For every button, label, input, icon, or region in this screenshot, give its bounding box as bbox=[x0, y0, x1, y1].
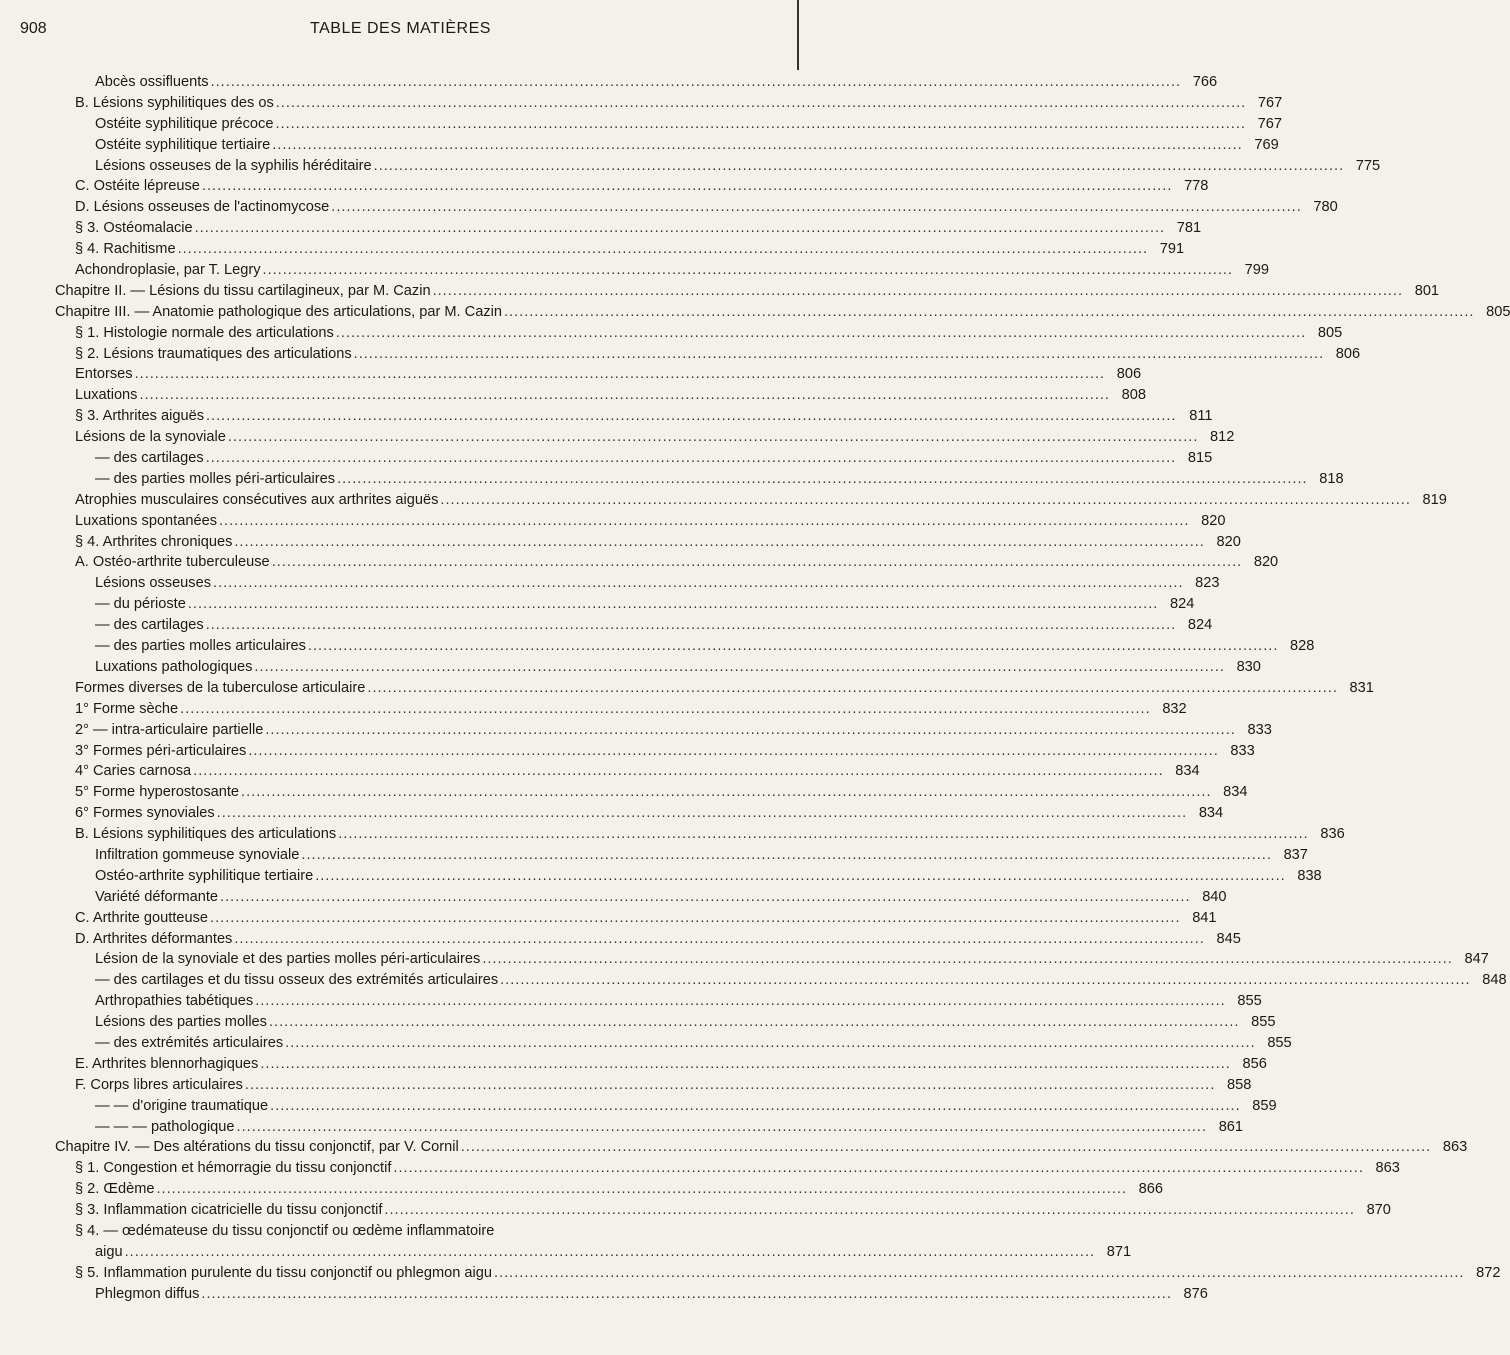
dot-leader bbox=[188, 596, 1159, 612]
toc-entry bbox=[55, 220, 1202, 241]
dot-leader bbox=[393, 1160, 1364, 1176]
toc-entry-title: — des cartilages et du tissu osseux des extrémités articulaires bbox=[95, 972, 499, 989]
dot-leader bbox=[139, 387, 1110, 403]
toc-entry bbox=[55, 1014, 1276, 1035]
toc-entry bbox=[55, 408, 1213, 429]
toc-entry bbox=[55, 470, 1344, 492]
toc-entry-page: 805 bbox=[1486, 303, 1510, 320]
toc-entry bbox=[55, 826, 1345, 847]
toc-entry-title: Chapitre II. — Lésions du tissu cartilagineux, par M. Cazin bbox=[55, 282, 431, 299]
dot-leader bbox=[248, 743, 1219, 759]
dot-leader bbox=[260, 1056, 1231, 1072]
toc-entry bbox=[55, 241, 1185, 262]
toc-entry-title: Luxations bbox=[75, 387, 138, 404]
toc-entry-page: 833 bbox=[1230, 742, 1255, 759]
toc-entry bbox=[55, 742, 1255, 764]
toc-entry-title: — — — pathologique bbox=[95, 1118, 235, 1135]
toc-entry bbox=[55, 1160, 1400, 1181]
toc-entry bbox=[55, 199, 1338, 220]
dot-leader bbox=[354, 346, 1325, 362]
toc-entry bbox=[55, 554, 1279, 575]
toc-entry bbox=[55, 784, 1248, 805]
table-of-contents bbox=[55, 74, 1510, 1307]
toc-entry bbox=[55, 136, 1279, 158]
toc-entry bbox=[55, 1264, 1501, 1286]
toc-entry-title: § 1. Congestion et hémorragie du tissu conjonctif bbox=[75, 1160, 392, 1177]
toc-entry-page: 872 bbox=[1476, 1264, 1501, 1281]
dot-leader bbox=[206, 408, 1177, 424]
toc-entry bbox=[55, 178, 1209, 199]
toc-entry-page: 866 bbox=[1138, 1181, 1163, 1198]
dot-leader bbox=[217, 805, 1188, 821]
toc-entry-title: § 4. Arthrites chroniques bbox=[75, 533, 233, 550]
toc-entry-page: 870 bbox=[1366, 1202, 1391, 1219]
toc-entry-page: 847 bbox=[1464, 951, 1489, 968]
toc-entry-page: 840 bbox=[1202, 888, 1227, 905]
toc-entry-page: 837 bbox=[1283, 846, 1308, 863]
dot-leader bbox=[125, 1244, 1096, 1260]
dot-leader bbox=[270, 1098, 1241, 1114]
dot-leader bbox=[500, 972, 1471, 988]
dot-leader bbox=[384, 1202, 1355, 1218]
toc-entry-page: 861 bbox=[1218, 1118, 1244, 1135]
toc-entry bbox=[55, 366, 1142, 387]
toc-entry-page: 778 bbox=[1184, 178, 1209, 195]
toc-entry bbox=[55, 909, 1217, 931]
toc-entry bbox=[55, 115, 1282, 137]
toc-entry-title: Lésions de la synoviale bbox=[75, 429, 226, 446]
dot-leader bbox=[201, 1286, 1172, 1302]
dot-leader bbox=[275, 116, 1246, 132]
toc-entry-title: 3° Formes péri-articulaires bbox=[75, 742, 247, 759]
toc-entry-title: Luxations spontanées bbox=[75, 512, 217, 529]
toc-entry-title: A. Ostéo-arthrite tuberculeuse bbox=[75, 554, 270, 571]
toc-entry bbox=[55, 1181, 1163, 1202]
toc-entry-page: 818 bbox=[1319, 470, 1344, 487]
dot-leader bbox=[178, 241, 1149, 257]
toc-entry-page: 799 bbox=[1244, 262, 1270, 279]
dot-leader bbox=[157, 1181, 1128, 1197]
dot-leader bbox=[220, 889, 1191, 905]
toc-entry-page: 830 bbox=[1236, 658, 1261, 675]
toc-entry-page: 767 bbox=[1257, 115, 1282, 132]
toc-entry-page: 838 bbox=[1297, 867, 1322, 884]
toc-entry-title: Phlegmon diffus bbox=[95, 1285, 200, 1302]
toc-entry-title: § 1. Histologie normale des articulations bbox=[75, 324, 334, 341]
dot-leader bbox=[254, 659, 1225, 675]
toc-entry-title: — du périoste bbox=[95, 596, 186, 613]
toc-entry-title: C. Ostéite lépreuse bbox=[75, 178, 200, 195]
toc-entry bbox=[55, 951, 1489, 972]
dot-leader bbox=[433, 283, 1404, 299]
toc-entry bbox=[55, 262, 1270, 283]
toc-entry bbox=[55, 596, 1195, 617]
toc-entry-page: 859 bbox=[1252, 1097, 1277, 1114]
toc-entry-page: 845 bbox=[1216, 930, 1241, 947]
toc-entry bbox=[55, 387, 1146, 408]
toc-entry-title: § 2. Œdème bbox=[75, 1181, 155, 1198]
toc-entry bbox=[55, 721, 1272, 743]
toc-entry bbox=[55, 638, 1315, 659]
toc-entry-page: 805 bbox=[1317, 324, 1343, 341]
toc-entry-title: D. Lésions osseuses de l'actinomycose bbox=[75, 199, 330, 216]
toc-entry-title: E. Arthrites blennorhagiques bbox=[75, 1055, 259, 1072]
toc-entry-title: Luxations pathologiques bbox=[95, 658, 253, 675]
toc-entry-title: Lésion de la synoviale et des parties molles péri-articulaires bbox=[95, 951, 481, 968]
dot-leader bbox=[213, 575, 1184, 591]
toc-entry-title: Lésions osseuses bbox=[95, 575, 212, 592]
toc-entry-page: 836 bbox=[1320, 826, 1345, 843]
toc-entry-page: 856 bbox=[1242, 1055, 1267, 1072]
toc-entry-page: 834 bbox=[1223, 784, 1248, 801]
toc-entry-title: 6° Formes synoviales bbox=[75, 805, 215, 822]
toc-entry bbox=[55, 972, 1507, 993]
dot-leader bbox=[228, 429, 1199, 445]
toc-entry bbox=[55, 282, 1440, 304]
toc-entry bbox=[55, 763, 1200, 784]
dot-leader bbox=[461, 1139, 1432, 1155]
toc-entry-title: 1° Forme sèche bbox=[75, 700, 179, 717]
toc-entry bbox=[55, 1055, 1267, 1077]
toc-entry-title: Chapitre III. — Anatomie pathologique des articulations, par M. Cazin bbox=[55, 303, 502, 320]
toc-entry-title: — des extrémités articulaires bbox=[95, 1034, 284, 1051]
toc-entry bbox=[55, 1202, 1391, 1223]
toc-entry-title: § 2. Lésions traumatiques des articulations bbox=[75, 345, 352, 362]
dot-leader bbox=[374, 158, 1345, 174]
toc-entry-page: 812 bbox=[1210, 429, 1235, 446]
toc-entry-page: 780 bbox=[1313, 199, 1338, 216]
dot-leader bbox=[237, 1119, 1208, 1135]
dot-leader bbox=[135, 366, 1106, 382]
toc-entry-page: 841 bbox=[1192, 909, 1217, 926]
dot-leader bbox=[265, 722, 1236, 738]
toc-entry-page: 824 bbox=[1187, 617, 1213, 634]
toc-entry bbox=[55, 930, 1241, 952]
toc-entry-title: § 4. — œdémateuse du tissu conjonctif ou œdème inflammatoire bbox=[75, 1222, 495, 1239]
toc-entry-title: Lésions des parties molles bbox=[95, 1014, 267, 1031]
toc-entry-title: D. Arthrites déformantes bbox=[75, 930, 233, 947]
toc-entry-page: 806 bbox=[1116, 366, 1142, 383]
toc-entry-title: § 3. Arthrites aiguës bbox=[75, 408, 204, 425]
toc-entry-page: 811 bbox=[1189, 408, 1213, 425]
toc-entry-title: 2° — intra-articulaire partielle bbox=[75, 721, 264, 738]
toc-entry bbox=[55, 575, 1220, 596]
toc-entry-title: Atrophies musculaires consécutives aux arthrites aiguës bbox=[75, 491, 439, 508]
toc-entry bbox=[55, 658, 1261, 680]
toc-entry-title: § 5. Inflammation purulente du tissu conjonctif ou phlegmon aigu bbox=[75, 1264, 492, 1281]
toc-entry-title: § 4. Rachitisme bbox=[75, 241, 176, 258]
dot-leader bbox=[331, 199, 1302, 215]
toc-entry-page: 871 bbox=[1106, 1243, 1132, 1260]
dot-leader bbox=[211, 74, 1182, 90]
toc-entry bbox=[55, 533, 1241, 555]
toc-entry-title: Entorses bbox=[75, 366, 133, 383]
toc-entry-page: 820 bbox=[1201, 512, 1226, 529]
toc-entry-page: 820 bbox=[1253, 554, 1279, 571]
toc-entry-page: 766 bbox=[1192, 74, 1218, 90]
dot-leader bbox=[234, 534, 1205, 550]
toc-entry bbox=[55, 512, 1226, 534]
toc-entry bbox=[55, 157, 1381, 179]
dot-leader bbox=[206, 450, 1177, 466]
toc-entry-title: Variété déformante bbox=[95, 888, 219, 905]
toc-entry bbox=[55, 867, 1322, 889]
toc-entry-page: 775 bbox=[1355, 157, 1381, 174]
toc-entry-page: 823 bbox=[1195, 575, 1220, 592]
toc-entry-title: aigu bbox=[95, 1243, 123, 1260]
toc-entry-page: 855 bbox=[1237, 993, 1262, 1010]
toc-entry-title: B. Lésions syphilitiques des articulations bbox=[75, 826, 337, 843]
toc-entry-title: Achondroplasie, par T. Legry bbox=[75, 262, 261, 279]
toc-entry-title: Infiltration gommeuse synoviale bbox=[95, 846, 300, 863]
toc-entry-page: 767 bbox=[1257, 94, 1283, 111]
toc-entry-page: 858 bbox=[1227, 1076, 1252, 1093]
toc-entry-page: 806 bbox=[1335, 345, 1361, 362]
toc-entry bbox=[55, 1076, 1252, 1098]
toc-entry-title: B. Lésions syphilitiques des os bbox=[75, 94, 274, 111]
toc-entry-page: 820 bbox=[1216, 533, 1241, 550]
dot-leader bbox=[195, 220, 1166, 236]
toc-entry bbox=[55, 679, 1374, 701]
dot-leader bbox=[255, 993, 1226, 1009]
dot-leader bbox=[272, 137, 1243, 153]
toc-entry-title: — — d'origine traumatique bbox=[95, 1097, 269, 1114]
toc-entry bbox=[55, 1139, 1468, 1160]
toc-entry-title: 4° Caries carnosa bbox=[75, 763, 192, 780]
toc-entry-title: 5° Forme hyperostosante bbox=[75, 784, 240, 801]
toc-entry-page: 834 bbox=[1175, 763, 1200, 780]
toc-entry-page: 876 bbox=[1183, 1285, 1208, 1302]
page-number: 908 bbox=[20, 20, 47, 37]
toc-entry-page: 855 bbox=[1267, 1034, 1292, 1051]
toc-entry bbox=[55, 1243, 1132, 1265]
toc-entry-page: 833 bbox=[1247, 721, 1272, 738]
dot-leader bbox=[241, 784, 1212, 800]
toc-entry bbox=[55, 1097, 1277, 1119]
dot-leader bbox=[308, 638, 1279, 654]
toc-entry-title: § 3. Ostéomalacie bbox=[75, 220, 193, 237]
dot-leader bbox=[206, 617, 1177, 633]
toc-entry bbox=[55, 324, 1343, 346]
toc-entry bbox=[55, 450, 1213, 471]
page-header bbox=[0, 20, 801, 46]
toc-entry bbox=[55, 74, 1218, 95]
toc-entry-title: Formes diverses de la tuberculose articulaire bbox=[75, 679, 366, 696]
toc-entry-title: Lésions osseuses de la syphilis héréditaire bbox=[95, 157, 372, 174]
toc-entry-page: 863 bbox=[1375, 1160, 1400, 1177]
toc-entry-title: § 3. Inflammation cicatricielle du tissu conjonctif bbox=[75, 1202, 383, 1219]
toc-entry-title: Ostéite syphilitique tertiaire bbox=[95, 136, 271, 153]
toc-entry-page: 848 bbox=[1482, 972, 1507, 989]
toc-entry bbox=[55, 303, 1510, 325]
dot-leader bbox=[440, 492, 1411, 508]
page-title: TABLE DES MATIÈRES bbox=[310, 20, 491, 37]
toc-entry-title: — des parties molles péri-articulaires bbox=[95, 470, 336, 487]
toc-entry-title: Chapitre IV. — Des altérations du tissu conjonctif, par V. Cornil bbox=[55, 1139, 459, 1156]
toc-entry bbox=[55, 993, 1262, 1014]
toc-entry bbox=[55, 805, 1224, 826]
toc-entry bbox=[55, 700, 1187, 722]
toc-entry-page: 808 bbox=[1121, 387, 1146, 404]
dot-leader bbox=[263, 262, 1234, 278]
toc-entry-page: 828 bbox=[1290, 638, 1315, 655]
toc-entry-page: 863 bbox=[1442, 1139, 1468, 1156]
toc-entry bbox=[55, 94, 1283, 116]
dot-leader bbox=[234, 931, 1205, 947]
toc-entry bbox=[55, 491, 1447, 513]
toc-entry-page: 815 bbox=[1187, 450, 1213, 467]
toc-entry-page: 801 bbox=[1414, 282, 1440, 299]
toc-entry bbox=[55, 888, 1227, 910]
toc-entry bbox=[55, 846, 1308, 868]
dot-leader bbox=[219, 513, 1190, 529]
dot-leader bbox=[337, 471, 1308, 487]
toc-entry-page: 819 bbox=[1422, 491, 1447, 508]
dot-leader bbox=[276, 95, 1247, 111]
dot-leader bbox=[210, 910, 1181, 926]
toc-entry-title: Arthropathies tabétiques bbox=[95, 993, 254, 1010]
toc-entry bbox=[55, 345, 1361, 367]
toc-entry-title: Abcès ossifluents bbox=[95, 74, 209, 90]
toc-entry-page: 791 bbox=[1159, 241, 1185, 258]
dot-leader bbox=[193, 763, 1164, 779]
toc-entry bbox=[55, 617, 1213, 638]
toc-entry-title: — des cartilages bbox=[95, 617, 204, 634]
toc-entry bbox=[55, 429, 1235, 450]
dot-leader bbox=[269, 1014, 1240, 1030]
dot-leader bbox=[315, 868, 1286, 884]
dot-leader bbox=[336, 325, 1307, 341]
dot-leader bbox=[285, 1035, 1256, 1051]
toc-entry-page: 834 bbox=[1198, 805, 1224, 822]
toc-entry-page: 769 bbox=[1254, 136, 1279, 153]
dot-leader bbox=[245, 1077, 1216, 1093]
toc-entry-page: 781 bbox=[1176, 220, 1202, 237]
dot-leader bbox=[482, 951, 1453, 967]
toc-entry bbox=[55, 1118, 1244, 1140]
dot-leader bbox=[180, 701, 1151, 717]
toc-entry-title: — des cartilages bbox=[95, 450, 204, 467]
dot-leader bbox=[367, 680, 1338, 696]
toc-entry bbox=[55, 1223, 767, 1244]
dot-leader bbox=[504, 304, 1475, 320]
toc-entry-title: F. Corps libres articulaires bbox=[75, 1076, 243, 1093]
toc-entry-title: Ostéite syphilitique précoce bbox=[95, 115, 274, 132]
toc-entry-page: 832 bbox=[1162, 700, 1187, 717]
toc-entry bbox=[55, 1034, 1292, 1056]
dot-leader bbox=[301, 847, 1272, 863]
toc-entry-title: C. Arthrite goutteuse bbox=[75, 909, 209, 926]
dot-leader bbox=[272, 554, 1243, 570]
toc-entry bbox=[55, 1285, 1208, 1307]
toc-entry-page: 831 bbox=[1349, 679, 1374, 696]
dot-leader bbox=[202, 178, 1173, 194]
toc-entry-page: 824 bbox=[1170, 596, 1195, 613]
dot-leader bbox=[494, 1265, 1465, 1281]
toc-entry-page: 855 bbox=[1251, 1014, 1276, 1031]
toc-entry-title: — des parties molles articulaires bbox=[95, 638, 306, 655]
toc-entry-title: Ostéo-arthrite syphilitique tertiaire bbox=[95, 867, 314, 884]
dot-leader bbox=[338, 826, 1309, 842]
